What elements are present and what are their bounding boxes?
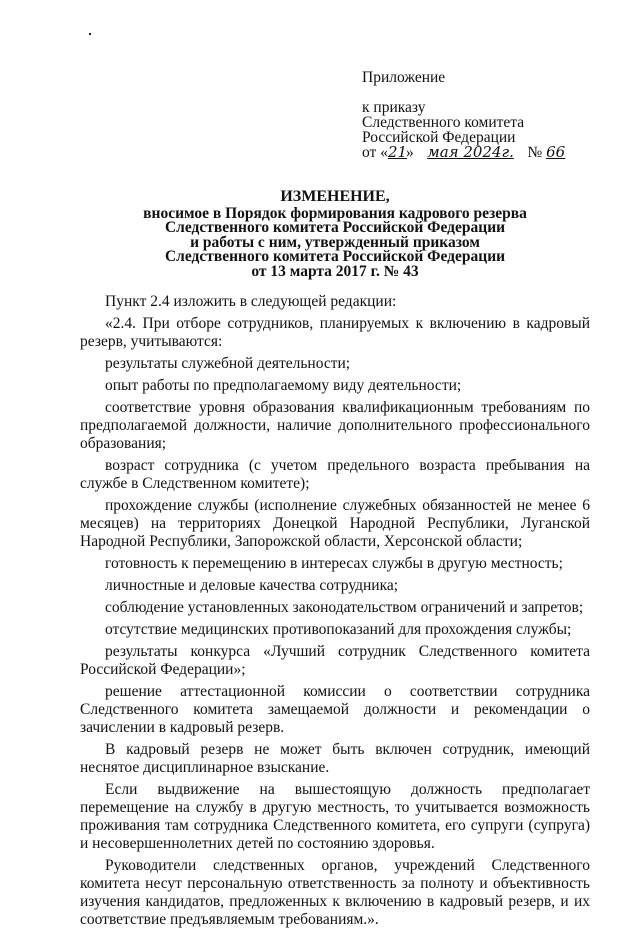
paragraph: В кадровый резерв не может быть включен сотрудник, имеющий неснятое дисциплинарное взыскание.: [80, 741, 590, 776]
paragraph: Если выдвижение на вышестоящую должность предполагает перемещение на службу в другую местность, то учитывается возможность проживания там сотрудника Следственного комитета, его супруги (супруга) и несовершеннолетних детей по состоянию здоровья.: [80, 781, 590, 852]
date-day: 21: [387, 143, 408, 161]
date-prefix: от «: [362, 144, 388, 161]
paragraph: отсутствие медицинских противопоказаний для прохождения службы;: [105, 621, 572, 638]
appendix-label: Приложение: [362, 69, 446, 86]
scan-dot: [89, 33, 91, 35]
document-title: [80, 190, 590, 279]
to-order-label: к приказу: [362, 99, 426, 116]
title-line-3: и работы с ним, утвержденный приказом: [190, 233, 480, 251]
document-body: [80, 293, 590, 933]
title-line-1: вносимое в Порядок формирования кадрового резерва: [143, 204, 527, 222]
paragraph: соблюдение установленных законодательством ограничений и запретов;: [105, 599, 584, 616]
org-line-2: Российской Федерации: [362, 129, 516, 146]
title-line-5: от 13 марта 2017 г. № 43: [251, 262, 419, 280]
paragraph: результаты конкурса «Лучший сотрудник Следственного комитета Российской Федерации»;: [80, 643, 590, 678]
org-line-1: Следственного комитета: [362, 114, 525, 131]
paragraph: прохождение службы (исполнение служебных обязанностей не менее 6 месяцев) на территориях Донецкой Народной Республики, Луганской Народной Республики, Запорожской области, Херсонской области;: [80, 497, 590, 550]
number-prefix: №: [527, 144, 543, 161]
paragraph: соответствие уровня образования квалификационным требованиям по предполагаемой должности, наличие дополнительного профессионального образования;: [80, 399, 590, 452]
date-month-year: мая 2024г.: [427, 143, 514, 161]
paragraph: «2.4. При отборе сотрудников, планируемых к включению в кадровый резерв, учитываются:: [80, 315, 590, 350]
order-number: 66: [546, 143, 566, 161]
paragraph: Руководители следственных органов, учреждений Следственного комитета несут персональную ответственность за полноту и объективность изучения кандидатов, предложенных к включению в кадровый резерв, и их соответствие предъявляемым требованиям.».: [80, 857, 590, 928]
paragraph: готовность к перемещению в интересах службы в другую местность;: [105, 555, 563, 572]
paragraph: решение аттестационной комиссии о соответствии сотрудника Следственного комитета замещаемой должности и рекомендации о зачислении в кадровый резерв.: [80, 683, 590, 736]
order-date-line: [362, 145, 565, 160]
title-main: ИЗМЕНЕНИЕ,: [280, 188, 390, 205]
paragraph: Пункт 2.4 изложить в следующей редакции:: [105, 293, 397, 310]
paragraph: личностные и деловые качества сотрудника;: [105, 577, 399, 594]
date-separator: »: [405, 144, 418, 161]
title-line-4: Следственного комитета Российской Федерации: [164, 248, 506, 265]
paragraph: результаты служебной деятельности;: [105, 355, 351, 372]
paragraph: возраст сотрудника (с учетом предельного возраста пребывания на службе в Следственном комитете);: [80, 457, 590, 492]
title-line-2: Следственного комитета Российской Федерации: [164, 219, 506, 236]
approval-block: [362, 70, 565, 160]
paragraph: опыт работы по предполагаемому виду деятельности;: [105, 377, 462, 394]
